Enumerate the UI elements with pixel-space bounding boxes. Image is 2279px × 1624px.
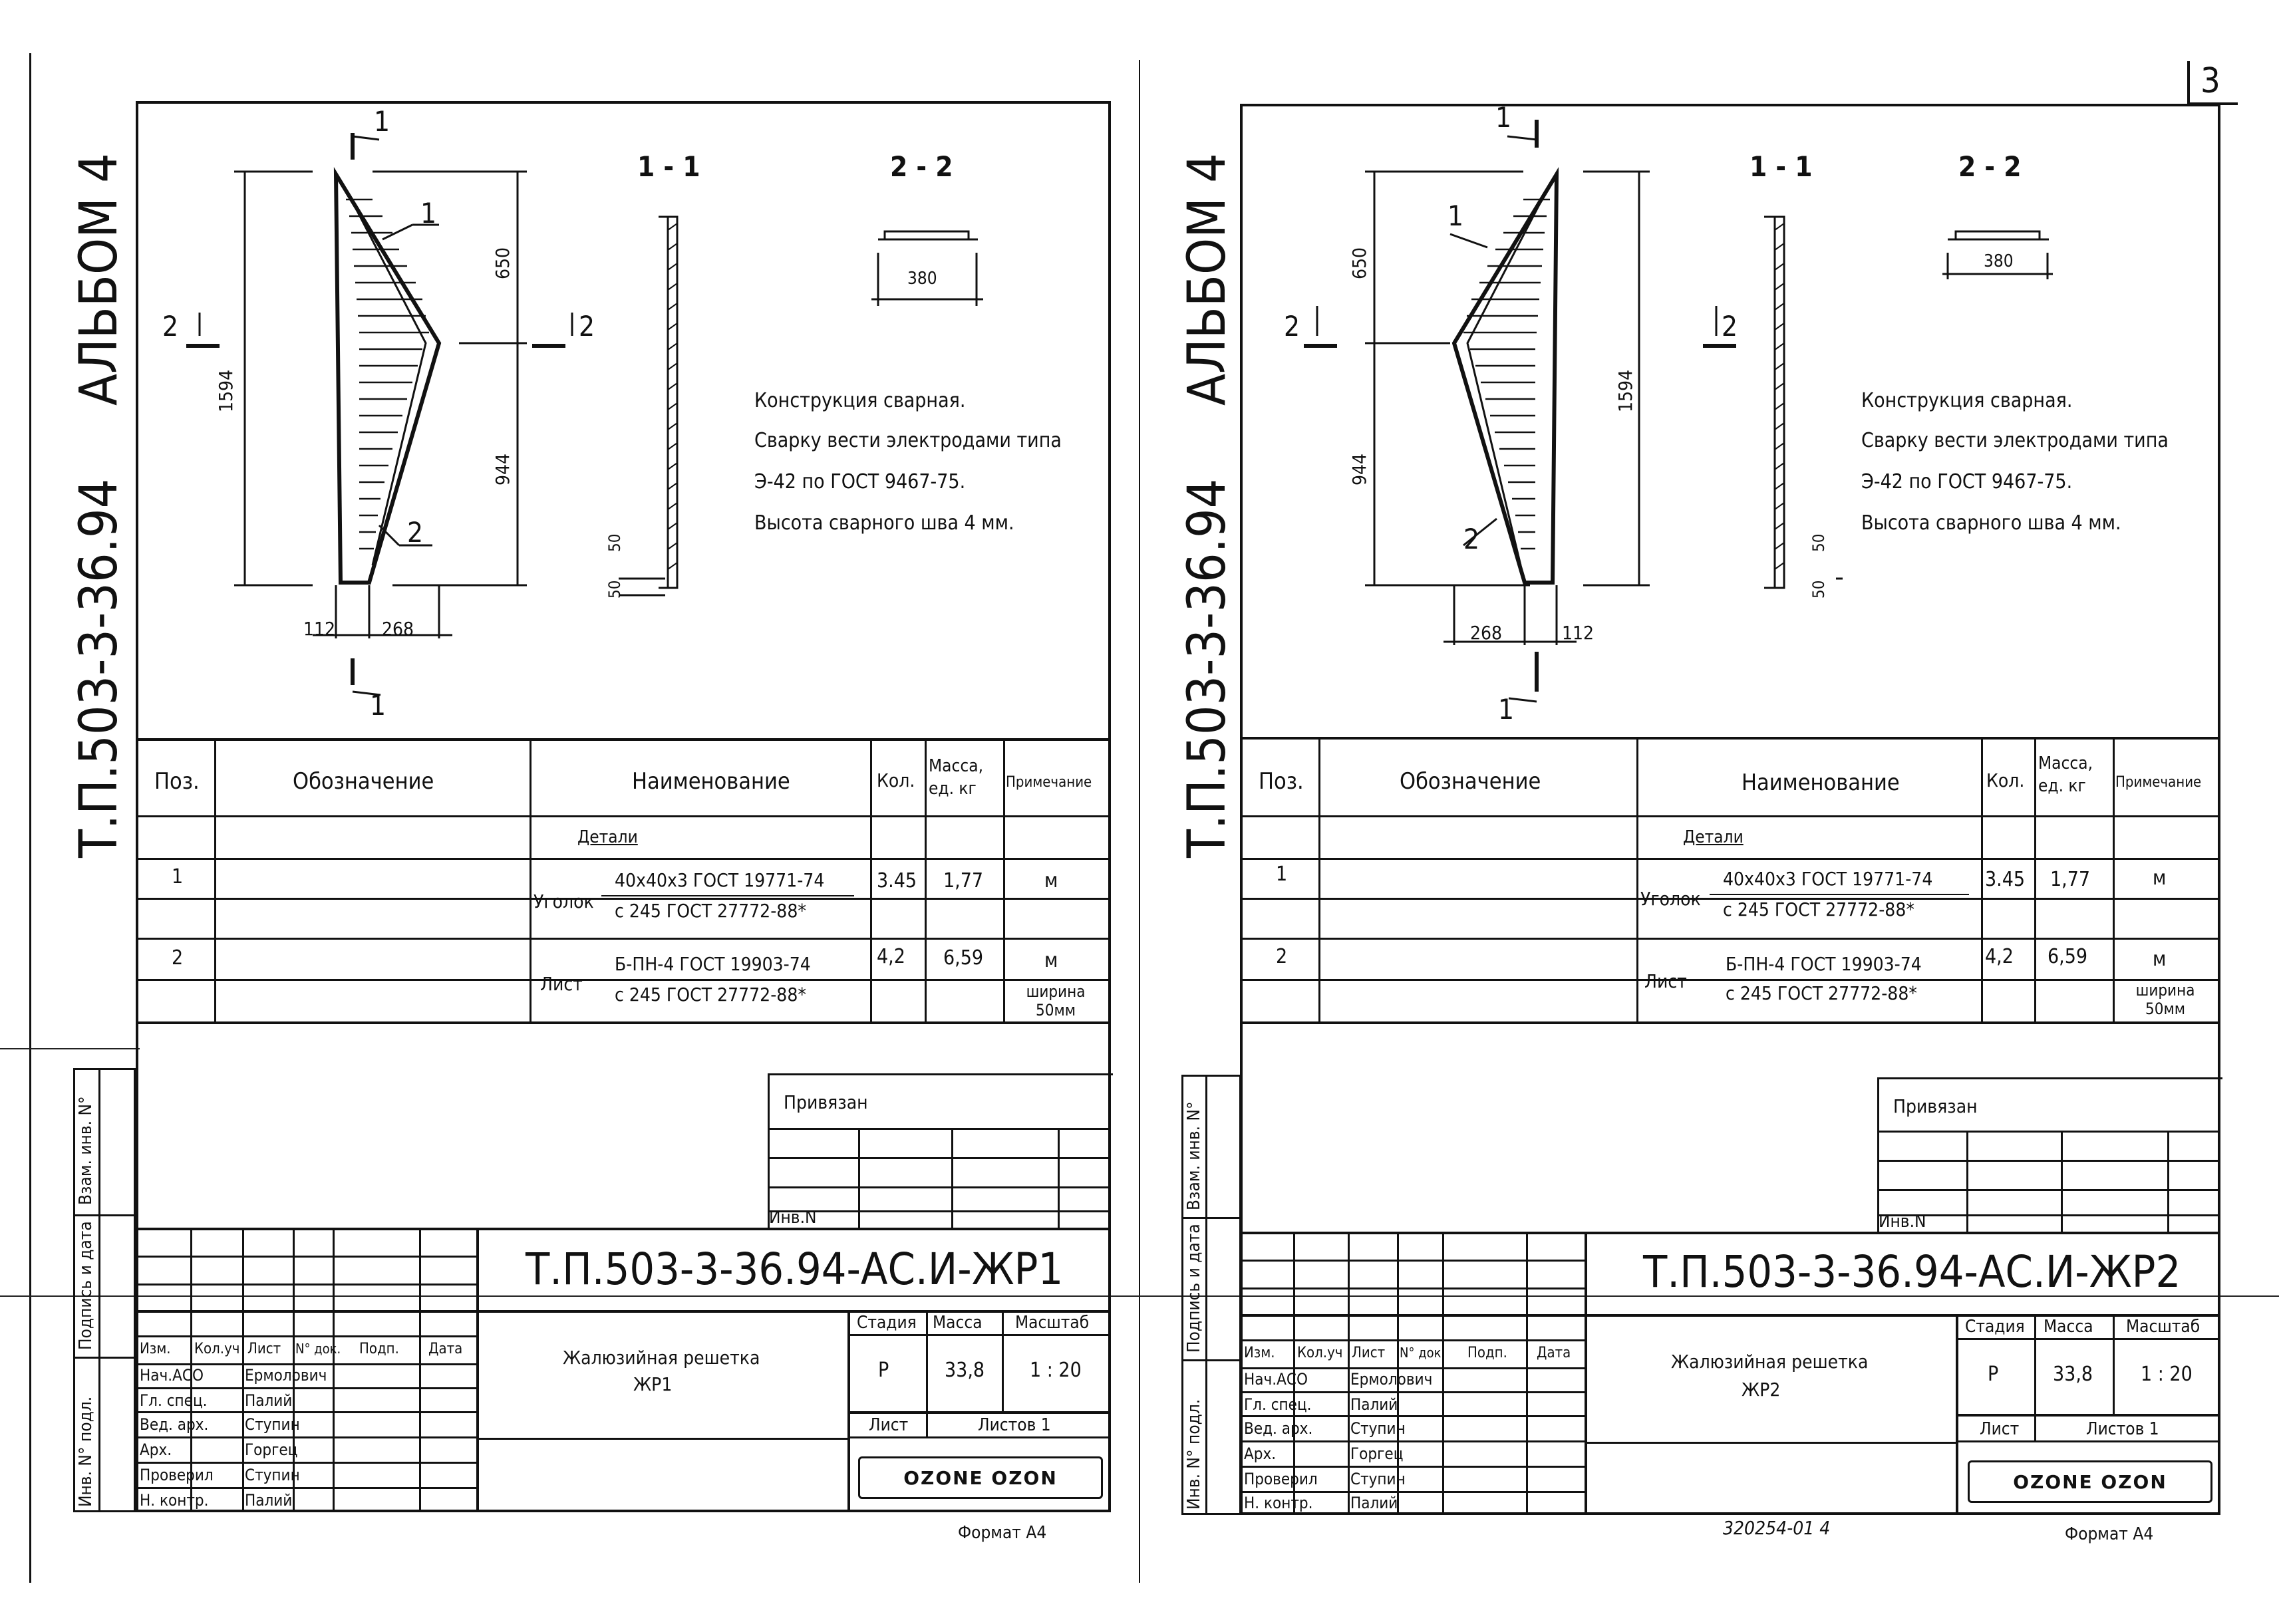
spec-header-pos: Поз. <box>1259 768 1304 795</box>
dim-section-width: 380 <box>907 269 937 289</box>
tb-stage-value: Р <box>1988 1363 1999 1386</box>
tb-mass-label: Масса <box>933 1313 983 1333</box>
dim-50a: 50 <box>1809 580 1828 599</box>
spec-header-qty: Кол. <box>877 769 915 791</box>
album-label: АЛЬБОМ 4 <box>69 153 129 406</box>
project-code-vertical: Т.П.503-3-36.94 <box>69 478 129 858</box>
tb-stage-value: Р <box>878 1359 889 1382</box>
spec-row2-name-bottom: с 245 ГОСТ 27772-88* <box>615 984 806 1006</box>
spec-row2-note2: ширина 50мм <box>1026 982 1086 1019</box>
dim-bottom: 944 <box>1348 453 1370 485</box>
grille-slats <box>1463 200 1550 549</box>
tb-person-3: Ступин <box>1350 1419 1406 1438</box>
side-label-inv-original: Инв. N° подл. <box>76 1396 96 1507</box>
tb-role-3: Вед. арх. <box>1244 1419 1313 1438</box>
tb-stage-label: Стадия <box>857 1313 917 1333</box>
spec-row2-qty: 4,2 <box>877 945 905 968</box>
tb-role-5: Проверил <box>1244 1470 1318 1488</box>
spec-row2-type: Лист <box>540 973 583 995</box>
ozon-logo-text: OZONE OZON <box>903 1466 1058 1489</box>
tb-role-1: Нач.АСО <box>140 1366 204 1385</box>
spec-row2-mass: 6,59 <box>943 946 984 970</box>
tb-mass-label: Масса <box>2044 1317 2093 1337</box>
side-label-inv-original: Инв. N° подл. <box>1184 1399 1204 1510</box>
tb-col-list: Лист <box>247 1341 281 1357</box>
spec-row1-mass: 1,77 <box>2050 868 2091 891</box>
tb-role-4: Арх. <box>140 1440 172 1459</box>
note-line-2: Сварку вести электродами типа <box>754 429 1062 452</box>
spec-row2-pos: 2 <box>1276 945 1288 968</box>
spec-row1-name-top: 40х40х3 ГОСТ 19771-74 <box>615 869 825 891</box>
tb-person-6: Палий <box>245 1491 293 1510</box>
note-line-4: Высота сварного шва 4 мм. <box>754 511 1014 535</box>
tb-role-2: Гл. спец. <box>1244 1395 1312 1414</box>
view-2-2-label: 2 - 2 <box>890 150 953 183</box>
tb-mass-value: 33,8 <box>945 1359 985 1382</box>
spec-header-qty: Кол. <box>1986 769 2025 791</box>
note-line-1: Конструкция сварная. <box>754 389 966 412</box>
tb-scale-label: Масштаб <box>2126 1317 2201 1337</box>
side-label-replace-inv: Взам. инв. N° <box>76 1096 96 1205</box>
note-line-2: Сварку вести электродами типа <box>1861 429 2169 452</box>
tb-mass-value: 33,8 <box>2053 1363 2093 1386</box>
tb-sheets-label: Листов 1 <box>978 1415 1051 1435</box>
format-label: Формат А4 <box>958 1523 1047 1543</box>
tb-sheets-label: Листов 1 <box>2086 1419 2159 1439</box>
tb-col-izm: Изм. <box>1244 1345 1275 1361</box>
dim-top: 650 <box>492 247 514 279</box>
tb-role-1: Нач.АСО <box>1244 1370 1308 1389</box>
spec-header-designation: Обозначение <box>293 768 434 795</box>
spec-row2-name-top: Б-ПН-4 ГОСТ 19903-74 <box>1726 953 1922 975</box>
leader-pos-2: 2 <box>1463 523 1480 555</box>
spec-row2-qty: 4,2 <box>1985 945 2014 968</box>
tb-col-izm: Изм. <box>140 1341 171 1357</box>
dim-w-small: 112 <box>303 618 336 640</box>
project-code-vertical: Т.П.503-3-36.94 <box>1177 478 1237 858</box>
note-line-3: Э-42 по ГОСТ 9467-75. <box>1861 470 2073 493</box>
document-code: Т.П.503-3-36.94-АС.И-ЖР2 <box>1643 1246 2181 1297</box>
page-number: 3 <box>2201 61 2220 101</box>
note-line-1: Конструкция сварная. <box>1861 389 2073 412</box>
view-1-1-label: 1 - 1 <box>637 150 700 183</box>
leader-pos-1: 1 <box>1447 200 1464 232</box>
spec-header-pos: Поз. <box>154 768 200 795</box>
privyazan-label: Привязан <box>1893 1095 1978 1117</box>
tb-name-line-1: Жалюзийная решетка <box>563 1347 760 1369</box>
spec-row1-note: м <box>1044 869 1058 892</box>
dim-section-width: 380 <box>1984 251 2014 271</box>
spec-row1-type: Уголок <box>533 890 594 912</box>
tb-col-doc: N° док. <box>295 1341 341 1357</box>
tb-col-kolych: Кол.уч <box>194 1341 240 1357</box>
tb-stage-label: Стадия <box>1965 1317 2025 1337</box>
dim-w-big: 268 <box>1470 622 1503 644</box>
album-label: АЛЬБОМ 4 <box>1177 153 1237 406</box>
dim-total: 1594 <box>215 369 237 412</box>
format-label: Формат А4 <box>2065 1524 2154 1544</box>
spec-header-note: Примечание <box>2115 774 2202 791</box>
spec-row1-pos: 1 <box>172 865 184 888</box>
tb-person-5: Ступин <box>1350 1470 1406 1488</box>
cut1-bottom-label: 1 <box>1498 693 1515 726</box>
inv-label: Инв.N <box>1879 1212 1926 1232</box>
cut1-bottom-label: 1 <box>370 689 386 722</box>
tb-role-6: Н. контр. <box>1244 1494 1313 1512</box>
dim-w-small: 112 <box>1562 622 1595 644</box>
document-code: Т.П.503-3-36.94-АС.И-ЖР1 <box>526 1244 1064 1295</box>
spec-row1-mass: 1,77 <box>943 869 984 892</box>
spec-header-name: Наименование <box>1742 769 1900 796</box>
tb-person-5: Ступин <box>245 1466 300 1484</box>
tb-person-4: Горгец <box>245 1440 298 1459</box>
leader-pos-2: 2 <box>407 516 424 549</box>
spec-row2-note: м <box>2153 948 2167 971</box>
note-line-4: Высота сварного шва 4 мм. <box>1861 511 2121 535</box>
tb-person-2: Палий <box>245 1391 293 1410</box>
tb-person-1: Ермолович <box>1350 1370 1433 1389</box>
tb-role-4: Арх. <box>1244 1444 1277 1463</box>
spec-row1-qty: 3.45 <box>877 869 917 892</box>
inv-label: Инв.N <box>769 1208 817 1228</box>
tb-scale-value: 1 : 20 <box>1030 1359 1082 1382</box>
tb-person-6: Палий <box>1350 1494 1398 1512</box>
dim-top: 650 <box>1348 247 1370 279</box>
tb-role-5: Проверил <box>140 1466 214 1484</box>
side-label-replace-inv: Взам. инв. N° <box>1184 1101 1204 1210</box>
tb-name-line-2: ЖР2 <box>1742 1379 1781 1401</box>
tb-person-3: Ступин <box>245 1415 300 1434</box>
dim-w-big: 268 <box>382 618 414 640</box>
dim-bottom: 944 <box>492 453 514 485</box>
tb-scale-label: Масштаб <box>1015 1313 1090 1333</box>
spec-row2-note: м <box>1044 949 1058 972</box>
tb-role-6: Н. контр. <box>140 1491 209 1510</box>
tb-name-line-1: Жалюзийная решетка <box>1671 1351 1869 1373</box>
side-label-signature-date: Подпись и дата <box>76 1221 96 1350</box>
section-hatch <box>1775 223 1784 569</box>
spec-header-mass: Масса, ед. кг <box>929 756 983 799</box>
spec-row2-mass: 6,59 <box>2048 945 2088 968</box>
tb-col-sign: Подп. <box>1467 1345 1507 1361</box>
spec-row2-type: Лист <box>1644 970 1687 992</box>
tb-col-sign: Подп. <box>359 1341 399 1357</box>
tb-sheet-label: Лист <box>1980 1419 2020 1439</box>
spec-row1-pos: 1 <box>1276 863 1288 886</box>
view-2-2-label: 2 - 2 <box>1958 150 2022 183</box>
note-line-3: Э-42 по ГОСТ 9467-75. <box>754 470 966 493</box>
spec-header-note: Примечание <box>1006 774 1092 791</box>
cut1-top-label: 1 <box>374 105 390 138</box>
tb-col-date: Дата <box>428 1341 463 1357</box>
tb-role-3: Вед. арх. <box>140 1415 209 1434</box>
ozon-logo <box>1968 1460 2212 1503</box>
spec-row1-name-bottom: с 245 ГОСТ 27772-88* <box>1723 898 1914 920</box>
privyazan-label: Привязан <box>784 1091 868 1113</box>
tb-role-2: Гл. спец. <box>140 1391 208 1410</box>
side-label-signature-date: Подпись и дата <box>1184 1224 1204 1353</box>
tb-scale-value: 1 : 20 <box>2141 1363 2193 1386</box>
tb-person-4: Горгец <box>1350 1444 1404 1463</box>
tb-col-date: Дата <box>1537 1345 1571 1361</box>
archive-number: 320254-01 4 <box>1723 1517 1831 1539</box>
tb-sheet-label: Лист <box>869 1415 909 1435</box>
spec-group-details: Детали <box>577 827 638 847</box>
cut2-right-label: 2 <box>1722 310 1738 342</box>
spec-row1-note: м <box>2153 867 2167 890</box>
view-1-1-label: 1 - 1 <box>1749 150 1813 183</box>
spec-row1-name-bottom: с 245 ГОСТ 27772-88* <box>615 900 806 922</box>
cut2-right-label: 2 <box>579 310 595 342</box>
spec-row1-name-top: 40х40х3 ГОСТ 19771-74 <box>1723 868 1933 890</box>
spec-row2-name-top: Б-ПН-4 ГОСТ 19903-74 <box>615 953 811 975</box>
spec-row1-type: Уголок <box>1640 888 1701 910</box>
spec-header-name: Наименование <box>632 768 790 795</box>
spec-row2-pos: 2 <box>172 946 184 970</box>
spec-row2-note2: ширина 50мм <box>2135 981 2195 1018</box>
tb-person-2: Палий <box>1350 1395 1398 1414</box>
spec-row1-qty: 3.45 <box>1985 868 2026 891</box>
tb-col-list: Лист <box>1352 1345 1386 1361</box>
ozon-logo-text: OZONE OZON <box>2013 1470 2167 1493</box>
tb-col-doc: N° док. <box>1400 1345 1445 1361</box>
spec-header-designation: Обозначение <box>1400 768 1541 795</box>
cut1-top-label: 1 <box>1495 101 1512 134</box>
tb-name-line-2: ЖР1 <box>633 1373 673 1395</box>
dim-total: 1594 <box>1614 369 1636 412</box>
spec-row2-name-bottom: с 245 ГОСТ 27772-88* <box>1726 982 1917 1004</box>
leader-pos-1: 1 <box>420 197 437 229</box>
tb-person-1: Ермолович <box>245 1366 327 1385</box>
dim-50a: 50 <box>605 580 624 599</box>
tb-col-kolych: Кол.уч <box>1297 1345 1343 1361</box>
spec-header-mass: Масса, ед. кг <box>2038 753 2093 796</box>
dim-50b: 50 <box>605 533 624 552</box>
dim-50b: 50 <box>1809 533 1828 552</box>
spec-group-details: Детали <box>1683 827 1744 847</box>
cut2-left-label: 2 <box>162 310 179 342</box>
cut2-left-label: 2 <box>1284 310 1300 342</box>
